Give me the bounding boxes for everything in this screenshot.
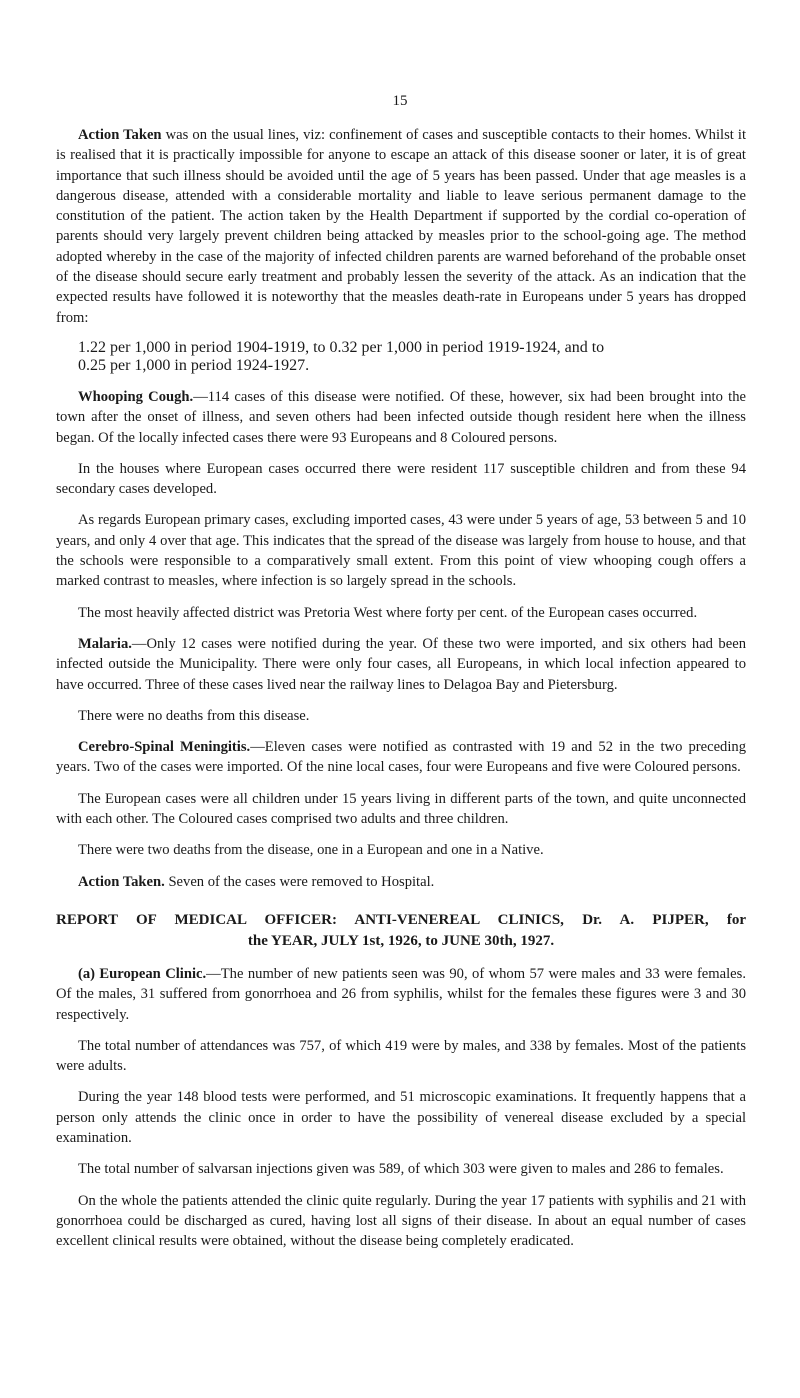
european-clinic-paragraph-3: During the year 148 blood tests were performed, and 51 microscopic examinations. It frequently happens that a person only attends the clinic once in order to have the possibility of venereal disease excluded by a special examination. (56, 1089, 746, 1146)
report-heading-line-1: REPORT OF MEDICAL OFFICER: ANTI-VENEREAL CLINICS, Dr. A. PIJPER, for (56, 911, 746, 928)
death-rate-line-2: 0.25 per 1,000 in period 1924-1927. (78, 356, 310, 374)
page-content (56, 125, 746, 1262)
european-clinic-paragraph-2: The total number of attendances was 757, of which 419 were by males, and 338 by females. Most of the patients were adults. (56, 1037, 746, 1075)
meningitis-paragraph-2: The European cases were all children under 15 years living in different parts of the town, and quite unconnected with each other. The Coloured cases comprised two adults and three children. (56, 790, 746, 828)
whooping-cough-paragraph-3: As regards European primary cases, excluding imported cases, 43 were under 5 years of age, 53 between 5 and 10 years, and only 4 over that age. This indicates that the spread of the disease was largely from house to house, and that the schools were responsible to a comparatively small extent. From this point of view whooping cough offers a marked contrast to measles, where infection is so largely spread in the schools. (56, 512, 746, 590)
whooping-cough-paragraph-1 (56, 387, 746, 448)
european-clinic-paragraph-1 (56, 964, 746, 1025)
whooping-cough-text-1: —114 cases of this disease were notified. Of these, however, six had been brought into the town after the onset of illness, and seven others had been infected outside though resident here when the illness began. Of the locally infected cases there were 93 Europeans and 8 Coloured persons. (56, 388, 746, 446)
meningitis-paragraph-3: There were two deaths from the disease, one in a European and one in a Native. (78, 842, 544, 859)
report-heading-line-2: the YEAR, JULY 1st, 1926, to JUNE 30th, 1927. (247, 932, 555, 949)
european-clinic-paragraph-4: The total number of salvarsan injections given was 589, of which 303 were given to males and 286 to females. (78, 1161, 724, 1178)
meningitis-text-1: —Eleven cases were notified as contrasted with 19 and 52 in the two preceding years. Two of the cases were imported. Of the nine local cases, four were Europeans and five were Coloured persons. (56, 739, 747, 776)
malaria-paragraph-1 (56, 634, 746, 695)
whooping-cough-lead: Whooping Cough. (78, 388, 194, 405)
death-rate-line-1: 1.22 per 1,000 in period 1904-1919, to 0.32 per 1,000 in period 1919-1924, and to (78, 338, 605, 356)
measles-action-lead: Action Taken (78, 127, 162, 143)
malaria-text-1: —Only 12 cases were notified during the year. Of these two were imported, and six others had been infected outside the Municipality. There were only four cases, all Europeans, in which local infection appeared to have occurred. Three of these cases lived near the railway lines to Delagoa Bay and Pietersburg. (56, 635, 746, 693)
whooping-cough-paragraph-2: In the houses where European cases occurred there were resident 117 susceptible children and from these 94 secondary cases developed. (56, 460, 746, 498)
european-clinic-lead: (a) European Clinic. (78, 965, 207, 982)
european-clinic-text-1: —The number of new patients seen was 90, of whom 57 were males and 33 were females. Of the males, 31 suffered from gonorrhoea and 26 from syphilis, whilst for the females these figures were 3 and 30 respectively. (56, 965, 746, 1023)
european-clinic-paragraph-5: On the whole the patients attended the clinic quite regularly. During the year 17 patients with syphilis and 21 with gonorrhoea could be discharged as cured, having lost all signs of their disease. In about an equal number of cases excellent clinical results were obtained, without the disease being completely eradicated. (56, 1192, 746, 1250)
report-heading (56, 910, 746, 952)
meningitis-action-lead: Action Taken. (78, 873, 165, 890)
measles-action-text: was on the usual lines, viz: confinement of cases and susceptible contacts to their homes. Whilst it is realised that it is practically impossible for anyone to escape an attack of this disease sooner or later, it is of great importance that such illness should be avoided until the age of 5 years has been passed. Under that age measles is a dangerous disease, attended with a considerable mortality and liable to leave serious permanent damage to the constitution of the patient. The action taken by the Health Department if supported by the cordial co-operation of parents should very largely prevent children being attacked by measles prior to the school-going age. The method adopted whereby in the case of the majority of infected children parents are warned beforehand of the probable onset of the disease should secure early treatment and probably lessen the severity of the attack. As an indication that the expected results have followed it is noteworthy that the measles death-rate in Europeans under 5 years has dropped from: (56, 127, 746, 326)
measles-action-paragraph (56, 125, 746, 328)
page-number: 15 (392, 93, 408, 109)
malaria-paragraph-2: There were no deaths from this disease. (78, 707, 310, 724)
whooping-cough-paragraph-4: The most heavily affected district was Pretoria West where forty per cent. of the European cases occurred. (78, 604, 698, 621)
malaria-lead: Malaria. (78, 635, 132, 652)
meningitis-lead: Cerebro-Spinal Meningitis. (78, 739, 251, 756)
meningitis-action-paragraph (56, 872, 746, 892)
meningitis-action-text: Seven of the cases were removed to Hospital. (168, 873, 435, 890)
death-rate-block (56, 339, 746, 375)
meningitis-paragraph-1 (56, 737, 746, 778)
